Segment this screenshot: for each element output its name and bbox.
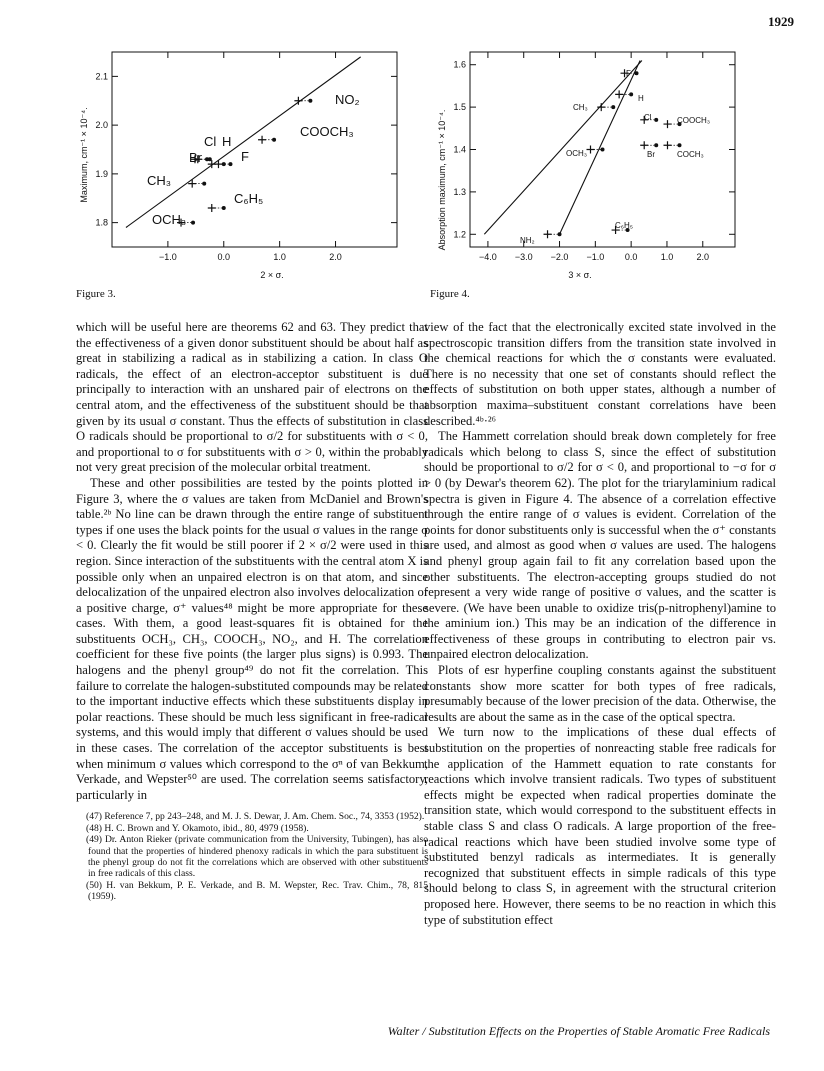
left-paragraph: which will be useful here are theorems 62 and 63. They predict that the effectiveness of a given donor substituent should be about half as great in stabilizing a radical as in stabilizing a cation. In class O radicals, the effect of an electron-acceptor substituent is due principally to interaction with an unshared pair of electrons on the central atom, and the effectiveness of the substituent should be that given by its usual σ constant. Thus the effects of substitution in class O radicals should be proportional to σ/2 for substituents with σ < 0, and proportional to σ for substituents with σ > 0, within the probably not very great precision of the molecular orbital treatment. xyxy=(76,320,428,475)
plus-marker xyxy=(544,230,552,238)
plus-marker xyxy=(597,103,605,111)
y-tick-label: 1.8 xyxy=(95,217,108,228)
y-tick-label: 1.3 xyxy=(453,186,466,197)
figure-4-xlabel: 3 × σ. xyxy=(568,270,592,280)
fig4-label-f: F xyxy=(626,69,631,78)
x-tick-label: −1.0 xyxy=(158,252,177,262)
point-nh2 xyxy=(558,232,562,236)
y-tick-label: 1.9 xyxy=(95,168,108,179)
x-tick-label: 0.0 xyxy=(624,252,638,262)
fig4-label-c6h5: C₆H₅ xyxy=(615,221,634,230)
point-c6h5 xyxy=(222,206,226,210)
y-tick-label: 2.0 xyxy=(95,120,108,131)
right-paragraph: We turn now to the implications of these dual effects of substitution on the properties of nonreacting stable free radicals for the application of the Hammett equation to rate constants for reactions which involve transient radicals. Two types of substituent effects might be expected when radical properties dominate the transition state, which would correspond to the substituent effects in stable class S and class O radicals. A large proportion of the free-radical reactions which have been studied involve some type of substituted benzyl radicals as intermediates. It is generally recognized that substituent effects in simple radicals of this type should belong to class S, in agreement with the structural criterion proposed here. However, there seems to be no reaction in which this type of substitution effect xyxy=(424,725,776,927)
x-tick-label: 1.0 xyxy=(273,252,286,262)
plus-marker xyxy=(615,90,623,98)
fig3-label-och3: OCH₃ xyxy=(152,212,187,227)
plus-marker xyxy=(640,141,648,149)
fig4-label-och3: OCH₃ xyxy=(566,149,588,158)
plus-marker xyxy=(208,204,216,212)
point-ch3 xyxy=(611,105,615,109)
footnote: (49) Dr. Anton Rieker (private communication from the University, Tubingen), has also found that the properties of hindered phenoxy radicals in which the para substituent is the phenyl group do not fit the correlations which are observed with other substituents in free radicals of this class. xyxy=(86,834,428,880)
figure-3-xlabel: 2 × σ. xyxy=(260,270,284,280)
point-no2 xyxy=(308,99,312,103)
fig4-label-br: Br xyxy=(647,150,655,159)
fig3-label-br: Br xyxy=(189,150,202,165)
point-och3 xyxy=(191,221,195,225)
footnote: (50) H. van Bekkum, P. E. Verkade, and B. M. Wepster, Rec. Trav. Chim., 78, 815 (1959). xyxy=(86,879,428,903)
y-tick-label: 1.5 xyxy=(453,102,466,113)
x-tick-label: 2.0 xyxy=(329,252,342,262)
point-cooch3 xyxy=(272,138,276,142)
right-paragraph: The Hammett correlation should break down completely for free radicals which belong to class S, since the effect of substitution should be proportional to σ/2 for σ < 0, and proportional to −σ for σ > 0 (by Dewar's theorem 62). The plot for the triarylaminium radical spectra is given in Figure 4. The absence of a correlation effective through the entire range of σ values is evident. Correlation of the points for donor substituents only is successful when the σ⁺ constants are used, and almost as good when σ values are used. The halogens and phenyl group again fail to fit any correlation based upon the other substituents. The electron-accepting groups studied do not represent a very wide range of positive σ values, and the scatter is severe. (We have been unable to oxidize tris(p-nitrophenyl)amine to the aminium ion.) This may be an indication of the difference in effectiveness of these groups in contributing to electron pair vs. unpaired electron delocalization. xyxy=(424,429,776,662)
point-f xyxy=(228,162,232,166)
figure-3-chart xyxy=(72,40,412,285)
fig4-label-coch3: COCH₃ xyxy=(677,150,704,159)
fig4-label-ch3: CH₃ xyxy=(573,103,588,112)
footnote: (48) H. C. Brown and Y. Okamoto, ibid., 80, 4979 (1958). xyxy=(86,822,309,834)
plus-marker xyxy=(258,136,266,144)
plus-marker xyxy=(587,146,595,154)
page-footer: Walter / Substitution Effects on the Properties of Stable Aromatic Free Radicals xyxy=(387,1024,770,1038)
fig4-label-cooch3: COOCH₃ xyxy=(677,116,711,125)
footnotes xyxy=(76,811,428,902)
left-paragraph: These and other possibilities are tested by the points plotted in Figure 3, where the σ values are taken from McDaniel and Brown's table.²ᵇ No line can be drawn through the entire range of substituent types if one uses the black points for the usual σ values in the range σ < 0. Clearly the fit would be still poorer if 2 × σ/2 were used in this region. Since interaction of the substituents with the central atom X is possible only when an unpaired electron is on that atom, and since delocalization of the unpaired electron also involves delocalization of a positive charge, σ⁺ values⁴⁸ might be more appropriate for these cases. With them, a good least-squares fit is obtained for the substituents OCH₃, CH₃, COOCH₃, NO₂, and H. The correlation coefficient for these five points (the larger plus signs) is 0.993. The halogens and the phenyl group⁴⁹ do not fit the correlation. This failure to correlate the halogen-substituted compounds may be related to the important inductive effects which these substituents display in polar reactions. These should be much less significant in free-radical systems, and this would imply that different σ values should be used in these cases. The correlation of the acceptor substituents is best when minimum σ values which correspond to the σⁿ of van Bekkum, Verkade, and Wepster⁵⁰ are used. The correlation seems satisfactory, particularly in xyxy=(76,475,428,802)
point-och3 xyxy=(601,148,605,152)
fit-line xyxy=(484,60,642,234)
right-column xyxy=(424,320,776,928)
fit-line xyxy=(560,60,641,234)
page-number: 1929 xyxy=(768,14,794,29)
y-tick-label: 2.1 xyxy=(95,71,108,82)
x-tick-label: −2.0 xyxy=(550,252,569,262)
fig3-label-c6h5: C₆H₅ xyxy=(234,191,264,206)
figure-3-ylabel: Maximum, cm⁻¹ × 10⁻⁴. xyxy=(79,107,89,203)
y-tick-label: 1.4 xyxy=(453,144,466,155)
x-tick-label: −3.0 xyxy=(514,252,533,262)
plus-marker xyxy=(663,141,671,149)
point-coch3 xyxy=(677,143,681,147)
figure-3-caption: Figure 3. xyxy=(76,288,116,300)
plus-marker xyxy=(214,160,222,168)
fig3-label-no2: NO₂ xyxy=(335,92,360,107)
x-tick-label: −4.0 xyxy=(479,252,497,262)
fig3-label-cl: Cl xyxy=(204,134,217,149)
figure-4-chart xyxy=(430,40,750,285)
fig3-label-ch3: CH₃ xyxy=(147,173,172,188)
right-paragraph: Plots of esr hyperfine coupling constants against the substituent constants show more scatter for both types of free radicals, presumably because of the lower precision of the data. Otherwise, the results are about the same as in the case of the optical spectra. xyxy=(424,663,776,724)
y-tick-label: 1.6 xyxy=(453,59,466,70)
fig3-label-cooch3: COOCH₃ xyxy=(300,124,354,139)
figure-4-caption: Figure 4. xyxy=(430,288,470,300)
x-tick-label: 2.0 xyxy=(696,252,710,262)
footnote: (47) Reference 7, pp 243–248, and M. J. S. Dewar, J. Am. Chem. Soc., 74, 3353 (1952). xyxy=(86,811,425,823)
plus-marker xyxy=(663,120,671,128)
fig3-label-h: H xyxy=(222,134,232,149)
fig4-label-cl: Cl xyxy=(644,113,652,122)
point-cl xyxy=(654,118,658,122)
fig4-label-nh2: NH₂ xyxy=(520,236,535,245)
x-tick-label: 0.0 xyxy=(217,252,231,262)
left-column xyxy=(76,320,428,903)
fig3-label-f: F xyxy=(241,149,249,164)
figure-4-ylabel: Absorption maximum, cm⁻¹ × 10⁻⁴. xyxy=(437,109,447,251)
x-tick-label: 1.0 xyxy=(660,252,674,262)
point-f xyxy=(635,71,639,75)
fig4-label-h: H xyxy=(638,94,644,103)
right-paragraph: view of the fact that the electronically excited state involved in the spectroscopic transition differs from the transition state involved in the chemical reactions for which the σ constants were evaluated. There is no necessity that one set of constants should reflect the effects of substitution on both upper states, although a number of absorption maxima–substituent constant correlations have been described.⁴ᵇ·²⁶ xyxy=(424,320,776,428)
point-h xyxy=(629,92,633,96)
y-tick-label: 1.2 xyxy=(453,229,466,240)
x-tick-label: −1.0 xyxy=(586,252,605,262)
point-ch3 xyxy=(202,182,206,186)
point-br xyxy=(654,143,658,147)
